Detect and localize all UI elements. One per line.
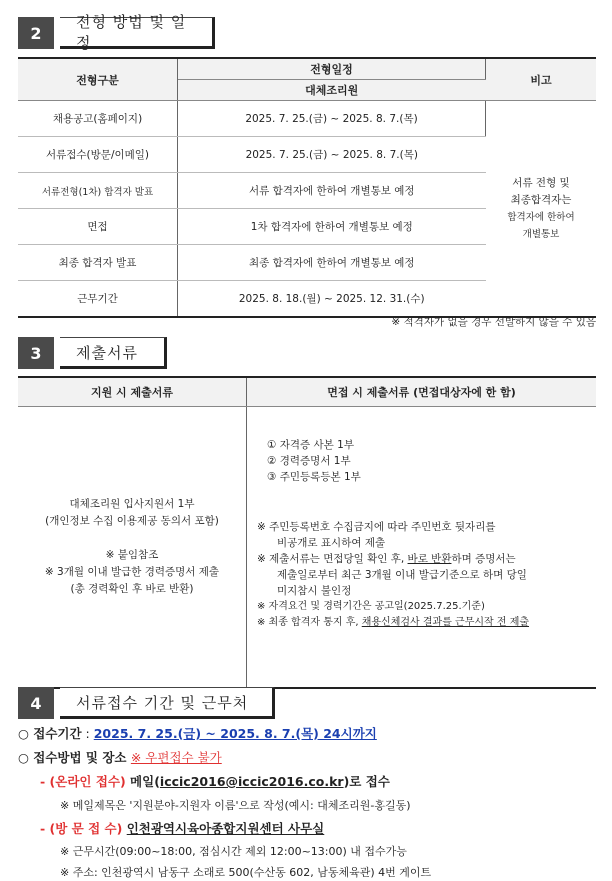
apply-line: ※ 3개월 이내 발급한 경력증명서 제출 bbox=[44, 566, 220, 578]
interview-note: ※ 최종 합격자 통지 후, 채용신체검사 결과를 근무시작 전 제출 bbox=[257, 617, 530, 628]
interview-item: ① 자격증 사본 1부 bbox=[267, 439, 354, 451]
section4-title: 서류접수 기간 및 근무처 bbox=[60, 687, 275, 719]
apply-line: (개인정보 수집 이용제공 동의서 포함) bbox=[45, 515, 219, 527]
section3-title: 제출서류 bbox=[60, 337, 167, 369]
row-schedule: 1차 합격자에 한하여 개별통보 예정 bbox=[178, 209, 486, 245]
col-schedule: 전형일정 bbox=[178, 58, 486, 80]
apply-line: 대체조리원 입사지원서 1부 bbox=[69, 498, 195, 510]
note-line: 서류 전형 및 bbox=[512, 176, 570, 189]
interview-item: ② 경력증명서 1부 bbox=[267, 455, 351, 467]
row-label: 최종 합격자 발표 bbox=[18, 245, 178, 281]
row-schedule: 서류 합격자에 한하여 개별통보 예정 bbox=[178, 173, 486, 209]
visit-note-hours: ※ 근무시간(09:00~18:00, 점심시간 제외 12:00~13:00) 내 접수가능 bbox=[60, 845, 407, 858]
note-line: 합격자에 한하여 bbox=[507, 211, 575, 223]
interview-item: ③ 주민등록등본 1부 bbox=[267, 471, 361, 483]
interview-note: ※ 자격요건 및 경력기간은 공고일(2025.7.25.기준) bbox=[257, 601, 485, 612]
row-label: 서류전형(1차) 합격자 발표 bbox=[18, 173, 178, 209]
apply-line: ※ 붙임참조 bbox=[105, 549, 159, 561]
interview-note: 미지참시 불인정 bbox=[277, 585, 352, 597]
apply-docs-cell bbox=[18, 407, 247, 689]
visit-submission: - (방 문 접 수) 인천광역시육아종합지원센터 사무실 bbox=[40, 821, 325, 836]
section2-number: 2 bbox=[18, 17, 54, 49]
online-submission: - (온라인 접수) 메일(iccic2016@iccic2016.co.kr)로 접수 bbox=[40, 774, 390, 789]
interview-note: 비공개로 표시하여 제출 bbox=[277, 537, 386, 549]
submission-period: ○ 접수기간 : 2025. 7. 25.(금) ~ 2025. 8. 7.(목) 24시까지 bbox=[18, 726, 377, 741]
col-interview: 면접 시 제출서류 (면접대상자에 한 함) bbox=[247, 377, 597, 407]
schedule-table bbox=[18, 57, 596, 318]
col-note: 비고 bbox=[486, 58, 597, 101]
row-label: 서류접수(방문/이메일) bbox=[18, 137, 178, 173]
documents-table bbox=[18, 376, 596, 689]
row-schedule: 최종 합격자에 한하여 개별통보 예정 bbox=[178, 245, 486, 281]
interview-note: ※ 주민등록번호 수집금지에 따라 주민번호 뒷자리를 bbox=[257, 521, 496, 533]
row-label: 채용공고(홈페이지) bbox=[18, 101, 178, 137]
email-link[interactable]: iccic2016@iccic2016.co.kr bbox=[159, 774, 344, 789]
note-line: 개별통보 bbox=[522, 228, 560, 240]
section3-header bbox=[18, 337, 167, 369]
apply-line: (총 경력확인 후 바로 반환) bbox=[70, 583, 194, 595]
row-label: 근무기간 bbox=[18, 281, 178, 318]
section4-number: 4 bbox=[18, 687, 54, 719]
col-category: 전형구분 bbox=[18, 58, 178, 101]
interview-docs-cell bbox=[247, 407, 597, 689]
table-row bbox=[18, 101, 596, 137]
section2-header bbox=[18, 13, 215, 52]
submission-method: ○ 접수방법 및 장소 ※ 우편접수 불가 bbox=[18, 750, 222, 765]
visit-note-address: ※ 주소: 인천광역시 남동구 소래로 500(수산동 602, 남동체육관) 4번 게이트 bbox=[60, 866, 432, 879]
interview-note: 제출일로부터 최근 3개월 이내 발급기준으로 하며 당일 bbox=[277, 569, 527, 581]
row-schedule: 2025. 7. 25.(금) ~ 2025. 8. 7.(목) bbox=[178, 137, 486, 173]
section4-header bbox=[18, 687, 275, 719]
col-schedule-sub: 대체조리원 bbox=[178, 80, 486, 101]
row-schedule: 2025. 8. 18.(월) ~ 2025. 12. 31.(수) bbox=[178, 281, 486, 318]
online-note: ※ 메일제목은 '지원분야-지원자 이름'으로 작성(예시: 대체조리원-홍길동) bbox=[60, 799, 411, 812]
interview-note: ※ 제출서류는 면접당일 확인 후, 바로 반환하며 증명서는 bbox=[257, 553, 516, 565]
schedule-footnote: ※ 적격자가 없을 경우 선발하지 않을 수 있음 bbox=[391, 316, 596, 328]
col-apply: 지원 시 제출서류 bbox=[18, 377, 247, 407]
note-line: 최종합격자는 bbox=[510, 193, 572, 206]
section3-number: 3 bbox=[18, 337, 54, 369]
note-cell bbox=[486, 101, 597, 318]
section2-title: 전형 방법 및 일정 bbox=[60, 17, 215, 49]
row-schedule: 2025. 7. 25.(금) ~ 2025. 8. 7.(목) bbox=[178, 101, 486, 137]
row-label: 면접 bbox=[18, 209, 178, 245]
